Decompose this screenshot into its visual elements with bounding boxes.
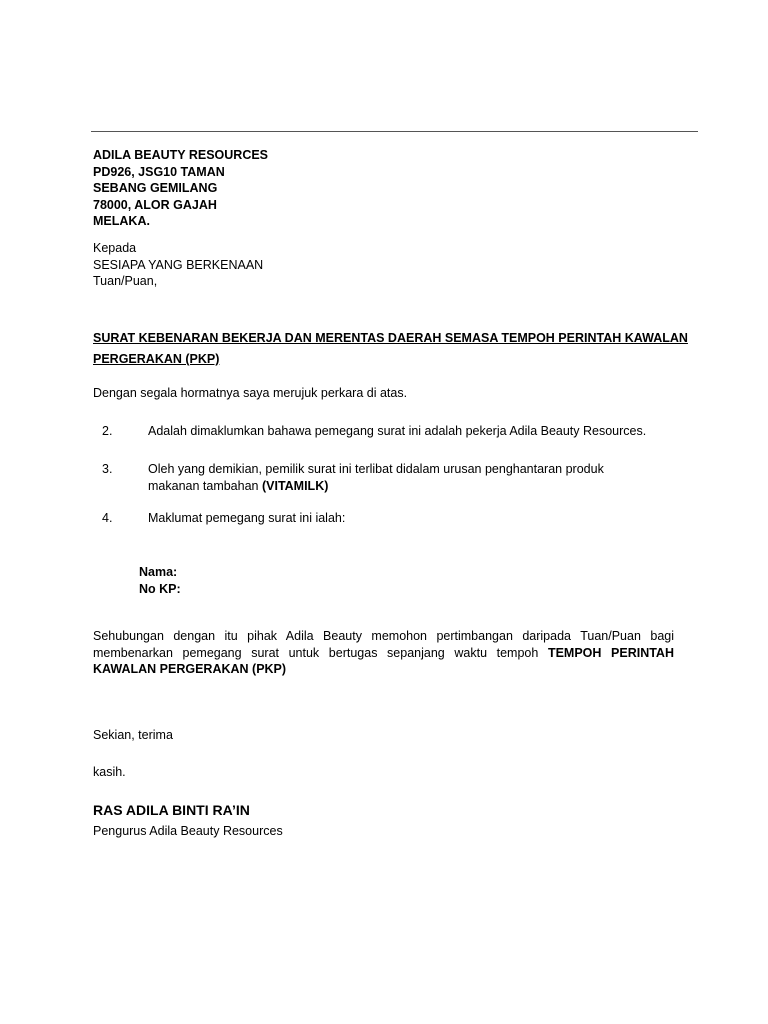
closing-text: kasih.: [93, 765, 126, 779]
item-text: [148, 510, 345, 527]
item-text: [148, 461, 604, 494]
item-number: 2.: [102, 424, 113, 438]
intro-line: Dengan segala hormatnya saya merujuk perkara di atas.: [93, 386, 408, 400]
sender-state: MELAKA.: [93, 214, 150, 228]
paragraph-line: [93, 645, 674, 662]
item-number: 3.: [102, 462, 113, 476]
closing-line: [93, 727, 173, 744]
signer-name-block: [93, 800, 250, 820]
name-field-label: Nama:: [139, 565, 178, 579]
item-line: Maklumat pemegang surat ini ialah:: [148, 511, 346, 525]
recipient-block: [93, 240, 263, 290]
signer-name: RAS ADILA BINTI RA’IN: [93, 802, 250, 818]
sender-company: ADILA BEAUTY RESOURCES: [93, 148, 269, 162]
paragraph-line-text: membenarkan pemegang surat untuk bertugas sepanjang waktu tempoh: [93, 645, 548, 660]
item-line: Oleh yang demikian, pemilik surat ini terlibat didalam urusan penghantaran produk: [148, 462, 604, 476]
holder-fields: [139, 564, 181, 597]
subject-line: PERGERAKAN (PKP): [93, 352, 220, 366]
item-line: [148, 478, 604, 495]
sender-address-line: PD926, JSG10 TAMAN: [93, 164, 225, 179]
id-field-label: No KP:: [139, 581, 181, 596]
sender-address-line: SEBANG GEMILANG: [93, 181, 218, 195]
subject-line: SURAT KEBENARAN BEKERJA DAN MERENTAS DAERAH SEMASA TEMPOH PERINTAH KAWALAN: [93, 331, 688, 345]
item-number: 4.: [102, 511, 113, 525]
closing-line: [93, 764, 126, 781]
recipient-to-label: Kepada: [93, 241, 137, 255]
request-paragraph: [93, 628, 674, 678]
product-name: (VITAMILK): [261, 478, 329, 493]
header-divider: [91, 131, 698, 132]
letter-subject: [93, 328, 688, 370]
signer-title-block: [93, 823, 283, 840]
paragraph-bold-text: TEMPOH PERINTAH: [547, 645, 674, 660]
closing-text: Sekian, terima: [93, 728, 173, 742]
item-text: [148, 423, 646, 440]
item-line-text: makanan tambahan: [148, 478, 262, 493]
paragraph-line: Sehubungan dengan itu pihak Adila Beauty memohon pertimbangan daripada Tuan/Puan bagi: [93, 629, 674, 643]
item-line: Adalah dimaklumkan bahawa pemegang surat ini adalah pekerja Adila Beauty Resources.: [148, 424, 647, 438]
paragraph-line: KAWALAN PERGERAKAN (PKP): [93, 662, 287, 676]
sender-address: [93, 147, 268, 230]
intro-text: [93, 385, 407, 402]
sender-postcode-city: 78000, ALOR GAJAH: [93, 197, 217, 212]
salutation: Tuan/Puan,: [93, 274, 158, 288]
recipient-name: SESIAPA YANG BERKENAAN: [93, 257, 264, 272]
signer-title: Pengurus Adila Beauty Resources: [93, 824, 283, 838]
